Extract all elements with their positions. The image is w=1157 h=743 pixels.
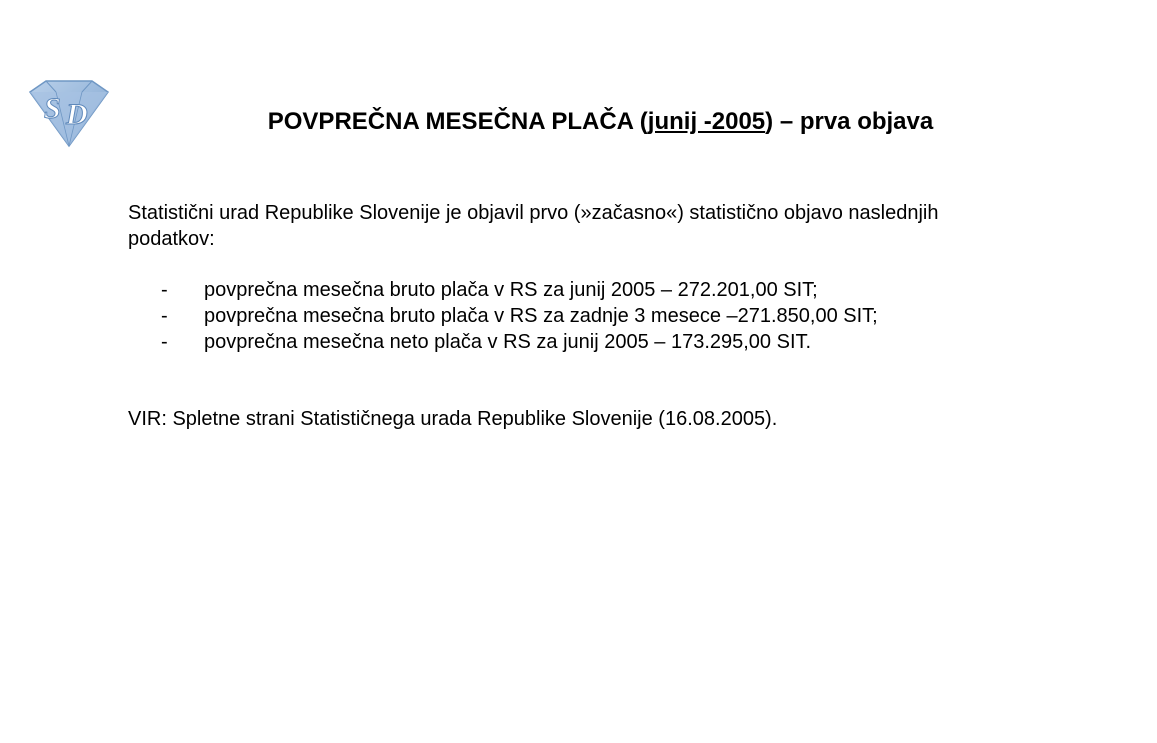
list-item-text: povprečna mesečna bruto plača v RS za zadnje 3 mesece –271.850,00 SIT; <box>204 305 878 327</box>
list-item-text: povprečna mesečna neto plača v RS za junij 2005 – 173.295,00 SIT. <box>204 331 812 353</box>
list-item <box>128 303 1028 329</box>
intro-paragraph: Statistični urad Republike Slovenije je objavil prvo (»začasno«) statistično objavo naslednjih podatkov: <box>128 202 939 250</box>
list-dash: - <box>161 305 168 327</box>
list-dash: - <box>161 331 168 353</box>
page-title <box>0 108 1157 136</box>
title-period: junij -2005 <box>647 108 766 135</box>
title-prefix: POVPREČNA MESEČNA PLAČA ( <box>267 108 648 135</box>
svg-text:S: S <box>44 92 61 125</box>
list-dash: - <box>161 279 168 301</box>
data-list <box>128 277 1028 355</box>
list-item-text: povprečna mesečna bruto plača v RS za junij 2005 – 272.201,00 SIT; <box>204 279 818 301</box>
list-item <box>128 329 1028 355</box>
list-item <box>128 277 1028 303</box>
svg-text:D: D <box>66 98 88 131</box>
title-suffix: ) – prva objava <box>765 108 934 135</box>
source-note: VIR: Spletne strani Statističnega urada Republike Slovenije (16.08.2005). <box>128 408 778 430</box>
